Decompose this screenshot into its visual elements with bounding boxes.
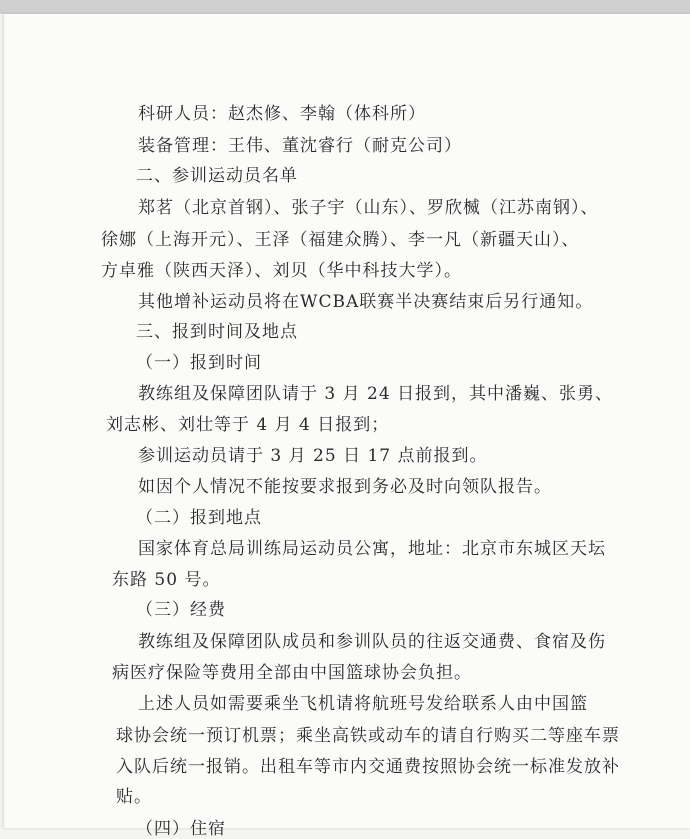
top-gray-bar	[0, 0, 690, 14]
line-research-staff: 科研人员：赵杰修、李翰（体科所）	[138, 104, 426, 124]
line-coaches-report-cont: 刘志彬、刘壮等于 4 月 4 日报到；	[106, 415, 390, 435]
line-expenses-cont: 病医疗保险等费用全部由中国篮球协会负担。	[112, 663, 472, 683]
line-athletes-3: 方卓雅（陕西天泽）、刘贝（华中科技大学）。	[101, 261, 462, 281]
heading-athlete-list: 二、参训运动员名单	[136, 166, 298, 186]
line-expenses: 教练组及保障团队成员和参训队员的往返交通费、食宿及伤	[138, 632, 606, 652]
document-page	[4, 14, 690, 839]
line-athletes-2: 徐娜（上海开元）、王泽（福建众腾）、李一凡（新疆天山）、	[101, 230, 580, 250]
line-coaches-report: 教练组及保障团队请于 3 月 24 日报到，其中潘巍、张勇、	[138, 384, 614, 404]
line-additional-athletes: 其他增补运动员将在WCBA联赛半决赛结束后另行通知。	[138, 292, 594, 312]
line-equipment-management: 装备管理：王伟、董沈睿行（耐克公司）	[138, 136, 462, 156]
heading-report-time-place: 三、报到时间及地点	[136, 322, 298, 342]
subheading-report-time: （一）报到时间	[136, 353, 262, 373]
line-address: 国家体育总局训练局运动员公寓，地址：北京市东城区天坛	[138, 539, 606, 559]
line-athletes-report: 参训运动员请于 3 月 25 日 17 点前报到。	[138, 446, 488, 466]
line-flights: 上述人员如需要乘坐飞机请将航班号发给联系人由中国篮	[138, 694, 588, 714]
line-flights-cont: 球协会统一预订机票；乘坐高铁或动车的请自行购买二等座车票	[116, 726, 620, 746]
subheading-accommodation: （四）住宿	[136, 819, 226, 839]
line-address-cont: 东路 50 号。	[112, 570, 221, 590]
subheading-expenses: （三）经费	[136, 600, 226, 620]
line-reimbursement: 入队后统一报销。出租车等市内交通费按照协会统一标准发放补	[116, 757, 620, 777]
subheading-report-place: （二）报到地点	[136, 508, 262, 528]
line-personal-situation: 如因个人情况不能按要求报到务必及时向领队报告。	[138, 477, 552, 497]
line-subsidy: 贴。	[116, 787, 152, 807]
line-athletes-1: 郑茗（北京首钢）、张子宇（山东）、罗欣楲（江苏南钢）、	[138, 198, 599, 218]
